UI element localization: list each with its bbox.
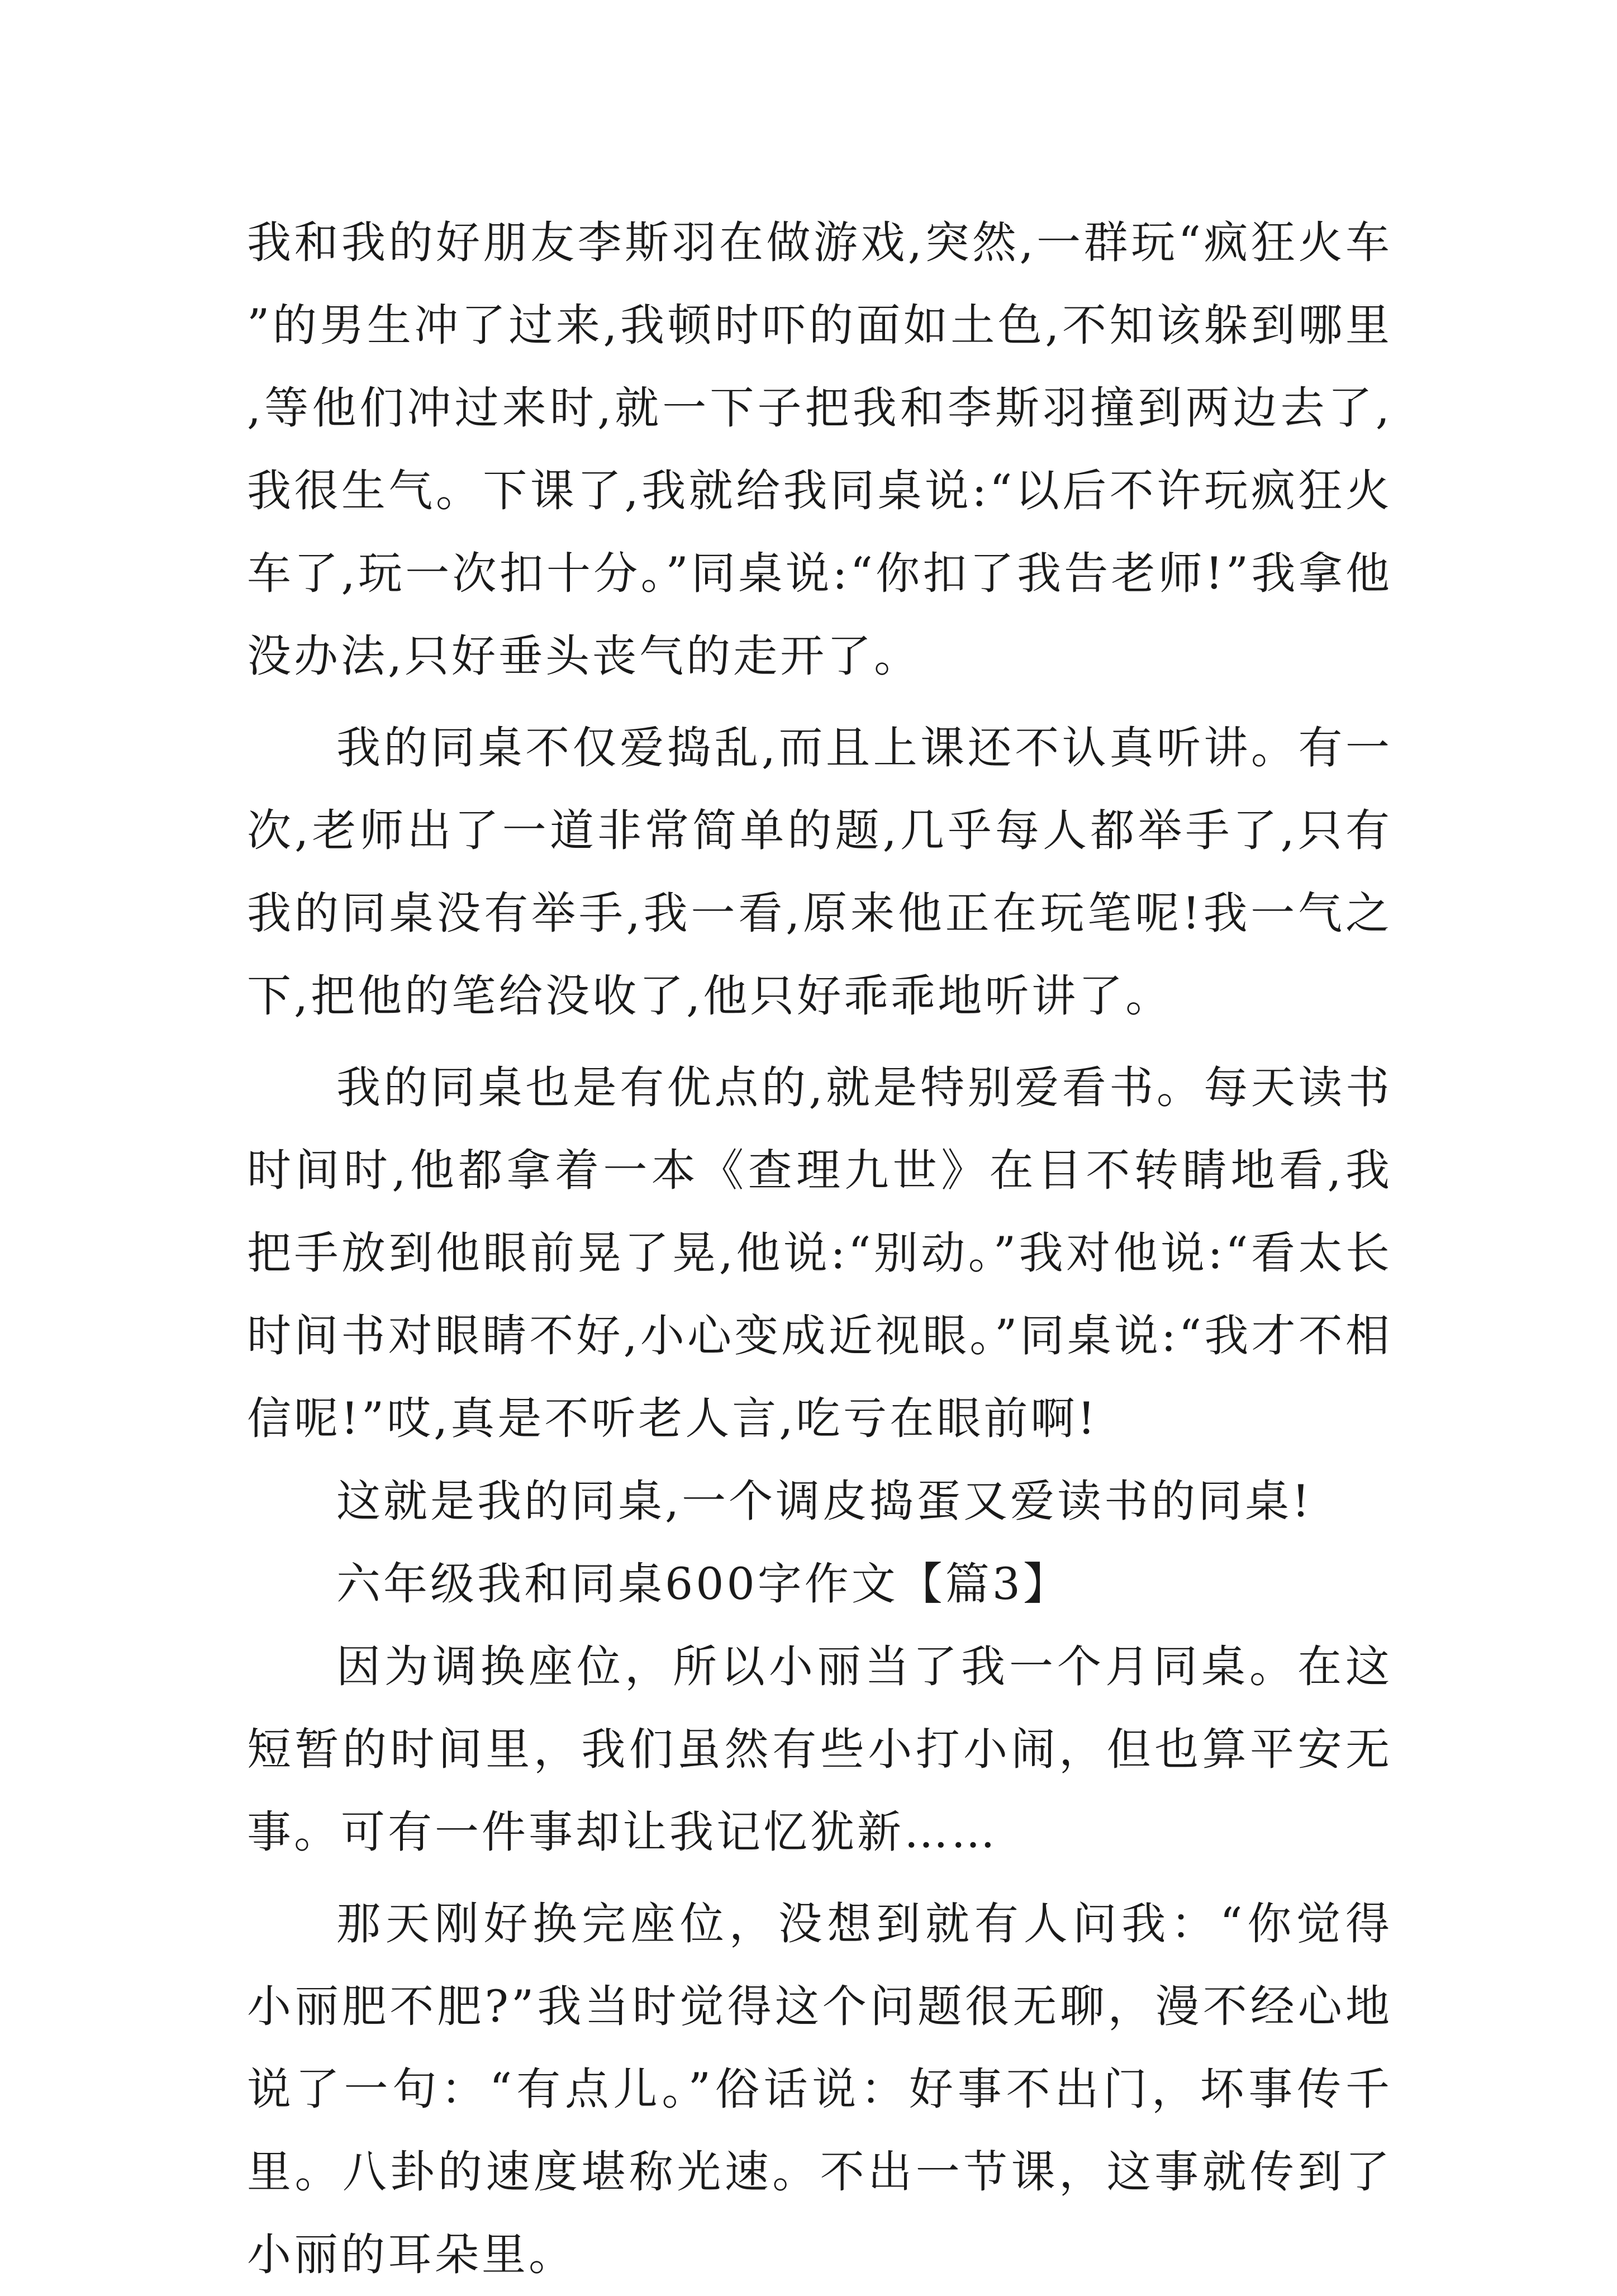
paragraph-2: 我的同桌不仅爱捣乱,而且上课还不认真听讲。有一次,老师出了一道非常简单的题,几乎每人都举手了,只有我的同桌没有举手,我一看,原来他正在玩笔呢!我一气之下,把他的笔给没收了,他只好乖乖地听讲了。	[247, 722, 1392, 1022]
paragraph-6: 那天刚好换完座位，没想到就有人问我：“你觉得小丽肥不肥?”我当时觉得这个问题很无聊，漫不经心地说了一句：“有点儿。”俗话说：好事不出门，坏事传千里。八卦的速度堪称光速。不出一节课，这事就传到了小丽的耳朵里。	[247, 1898, 1392, 2280]
paragraph-5: 因为调换座位，所以小丽当了我一个月同桌。在这短暂的时间里，我们虽然有些小打小闹，但也算平安无事。可有一件事却让我记忆犹新……	[247, 1641, 1392, 1858]
paragraph-1: 我和我的好朋友李斯羽在做游戏,突然,一群玩“疯狂火车”的男生冲了过来,我顿时吓的面如土色,不知该躲到哪里,等他们冲过来时,就一下子把我和李斯羽撞到两边去了,我很生气。下课了,我就给我同桌说:“以后不许玩疯狂火车了,玩一次扣十分。”同桌说:“你扣了我告老师!”我拿他没办法,只好垂头丧气的走开了。	[247, 217, 1392, 682]
section-heading: 六年级我和同桌600字作文【篇3】	[336, 1558, 1071, 1610]
paragraph-4: 这就是我的同桌,一个调皮捣蛋又爱读书的同桌!	[336, 1476, 1312, 1527]
paragraph-3: 我的同桌也是有优点的,就是特别爱看书。每天读书时间时,他都拿着一本《查理九世》在目不转睛地看,我把手放到他眼前晃了晃,他说:“别动。”我对他说:“看太长时间书对眼睛不好,小心变成近视眼。”同桌说:“我才不相信呢!”哎,真是不听老人言,吃亏在眼前啊!	[247, 1062, 1392, 1444]
document-body	[247, 201, 1392, 2296]
